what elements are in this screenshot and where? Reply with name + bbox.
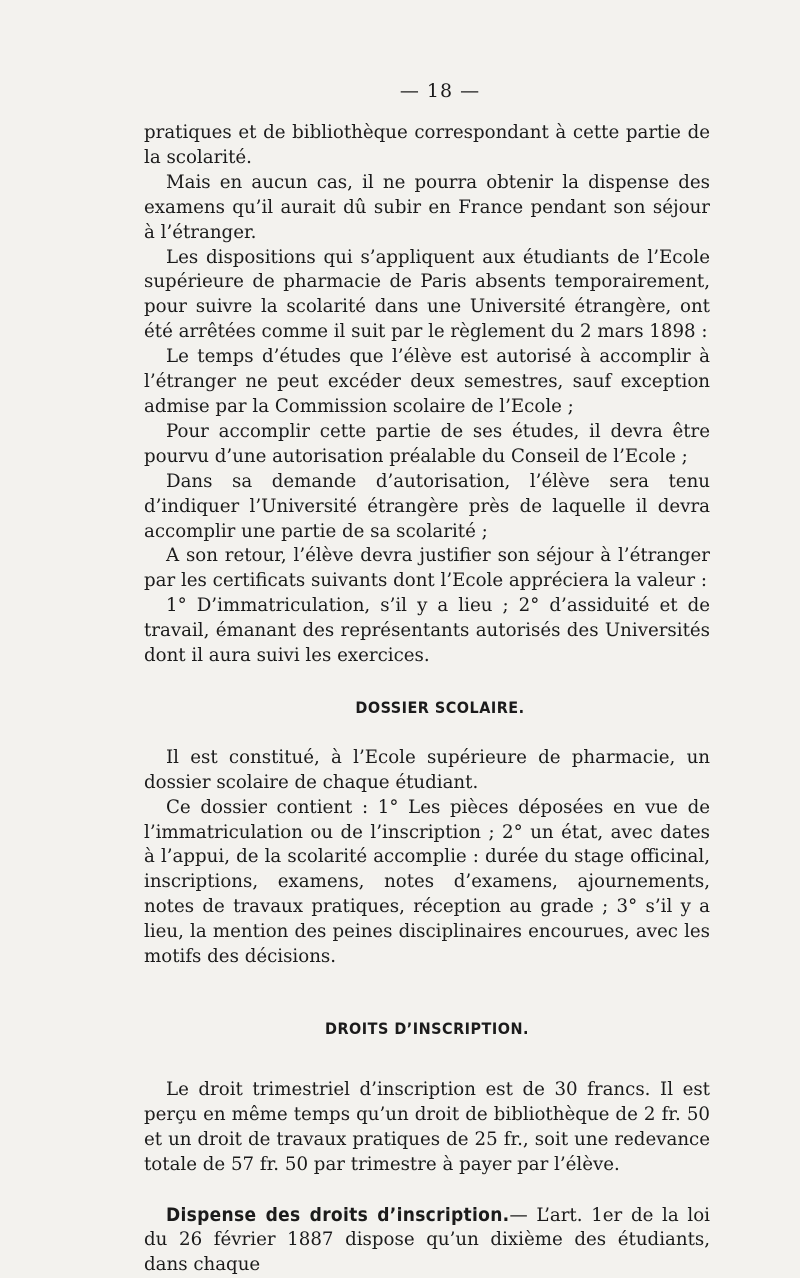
paragraph: Dans sa demande d’autorisation, l’élève sera tenu d’indiquer l’Université étrangère près de laquelle il devra accomplir une partie de sa scolarité ; bbox=[144, 470, 710, 542]
paragraph: Il est constitué, à l’Ecole supérieure de pharmacie, un dossier scolaire de chaque étudiant. bbox=[144, 746, 710, 793]
paragraph: Ce dossier contient : 1° Les pièces déposées en vue de l’immatriculation ou de l’inscription ; 2° un état, avec dates à l’appui, de la scolarité accomplie : durée du stage officinal, inscriptions, examens, notes d’examens, ajournements, notes de travaux pratiques, réception au grade ; 3° s’il y a lieu, la mention des peines disciplinaires encourues, avec les motifs des décisions. bbox=[144, 796, 710, 968]
paragraph: Les dispositions qui s’appliquent aux étudiants de l’Ecole supérieure de pharmacie de Paris absents temporairement, pour suivre la scolarité dans une Université étrangère, ont été arrêtées comme il suit par le règlement du 2 mars 1898 : bbox=[144, 246, 710, 343]
section-heading-droits-inscription: DROITS D’INSCRIPTION. bbox=[325, 1019, 529, 1038]
paragraph: 1° D’immatriculation, s’il y a lieu ; 2° d’assiduité et de travail, émanant des représentants autorisés des Universités dont il aura suivi les exercices. bbox=[144, 595, 710, 667]
paragraph: pratiques et de bibliothèque correspondant à cette partie de la scolarité. bbox=[144, 122, 710, 168]
paragraph: Le temps d’études que l’élève est autorisé à accomplir à l’étranger ne peut excéder deux semestres, sauf exception admise par la Commission scolaire de l’Ecole ; bbox=[144, 346, 710, 417]
paragraph: Mais en aucun cas, il ne pourra obtenir la dispense des examens qu’il aurait dû subir en France pendant son séjour à l’étranger. bbox=[144, 171, 710, 243]
section-heading-dossier-scolaire: DOSSIER SCOLAIRE. bbox=[355, 697, 525, 717]
page-number: — 18 — bbox=[399, 80, 481, 102]
page-body bbox=[144, 121, 710, 1278]
inline-heading-dispense: Dispense des droits d’inscription. bbox=[166, 1203, 510, 1226]
paragraph: Le droit trimestriel d’inscription est de 30 francs. Il est perçu en même temps qu’un droit de bibliothèque de 2 fr. 50 et un droit de travaux pratiques de 25 fr., soit une redevance totale de 57 fr. 50 par trimestre à payer par l’élève. bbox=[144, 1078, 710, 1175]
paragraph: A son retour, l’élève devra justifier son séjour à l’étranger par les certificats suivants dont l’Ecole appréciera la valeur : bbox=[144, 545, 710, 592]
paragraph: Pour accomplir cette partie de ses études, il devra être pourvu d’une autorisation préalable du Conseil de l’Ecole ; bbox=[144, 420, 710, 467]
paragraph-text: — L’art. 1er de la loi du 26 février 1887 dispose qu’un dixième des étudiants, dans chaque bbox=[144, 1204, 710, 1276]
paragraph-dispense bbox=[144, 1203, 710, 1278]
